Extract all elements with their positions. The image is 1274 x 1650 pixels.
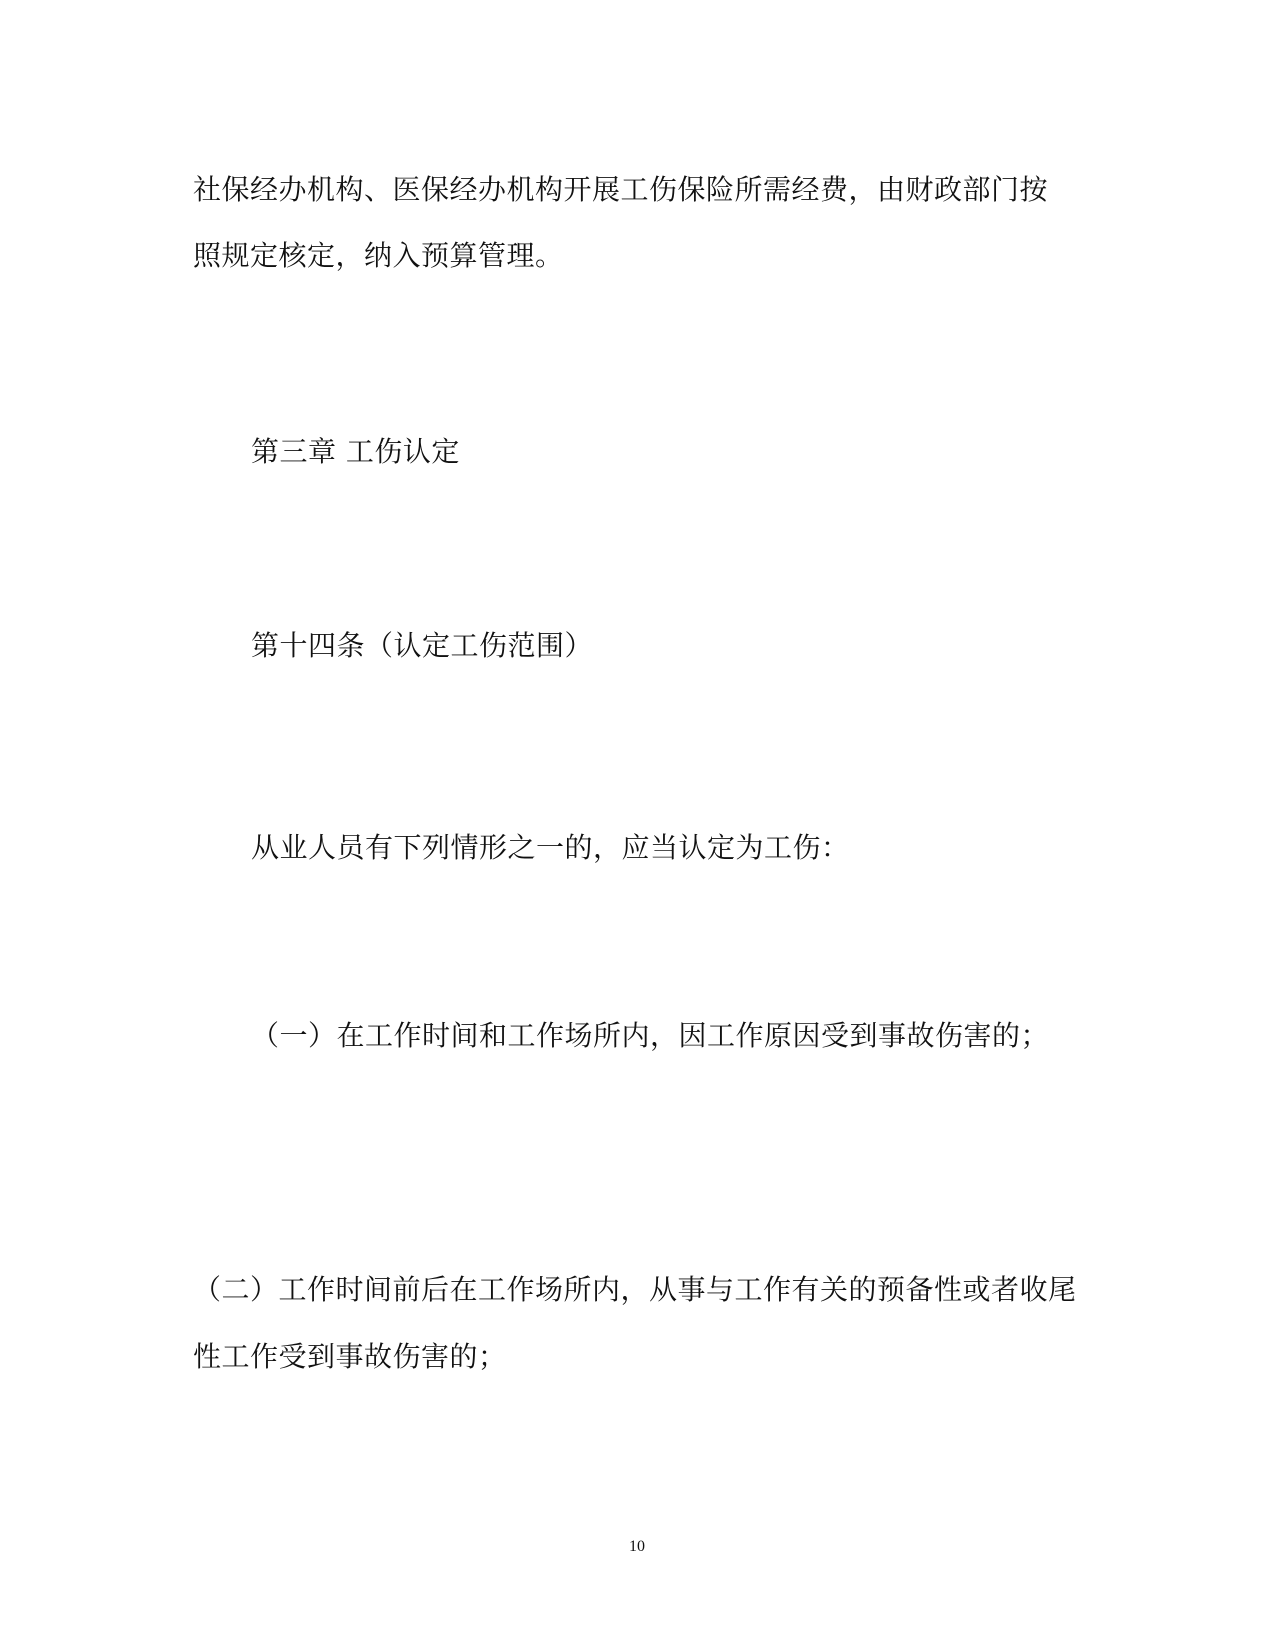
- list-item-1: （一）在工作时间和工作场所内，因工作原因受到事故伤害的；: [251, 1019, 1050, 1052]
- list-item-2-line-1: （二）工作时间前后在工作场所内，从事与工作有关的预备性或者收尾: [193, 1273, 1077, 1306]
- intro-paragraph: 从业人员有下列情形之一的，应当认定为工伤：: [251, 831, 850, 864]
- chapter-heading: 第三章 工伤认定: [251, 435, 460, 468]
- list-item-2-line-2: 性工作受到事故伤害的；: [193, 1340, 507, 1373]
- funding-paragraph-line-1: 社保经办机构、医保经办机构开展工伤保险所需经费，由财政部门按: [193, 173, 1049, 206]
- article-heading: 第十四条（认定工伤范围）: [251, 629, 594, 662]
- funding-paragraph-line-2: 照规定核定，纳入预算管理。: [193, 239, 564, 272]
- page-number: 10: [629, 1538, 645, 1555]
